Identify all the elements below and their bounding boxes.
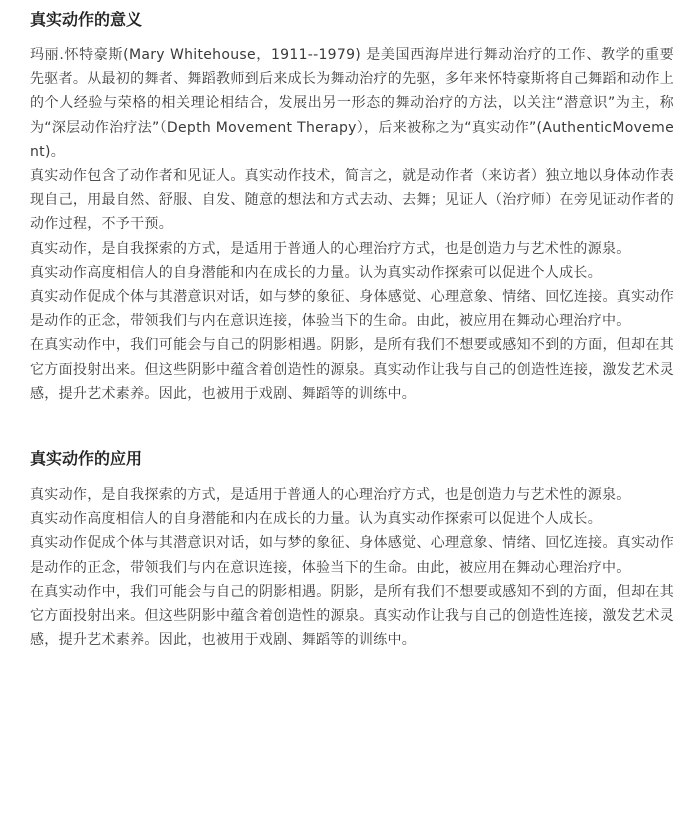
- paragraph: 真实动作促成个体与其潜意识对话，如与梦的象征、身体感觉、心理意象、情绪、回忆连接。真实动作是动作的正念，带领我们与内在意识连接，体验当下的生命。由此，被应用在舞动心理治疗中。: [30, 289, 674, 330]
- paragraph: 真实动作，是自我探索的方式，是适用于普通人的心理治疗方式，也是创造力与艺术性的源泉。: [30, 240, 631, 257]
- paragraph: 真实动作，是自我探索的方式，是适用于普通人的心理治疗方式，也是创造力与艺术性的源泉。: [30, 487, 631, 504]
- section-title: 真实动作的意义: [30, 10, 143, 29]
- paragraph: 真实动作促成个体与其潜意识对话，如与梦的象征、身体感觉、心理意象、情绪、回忆连接。真实动作是动作的正念，带领我们与内在意识连接，体验当下的生命。由此，被应用在舞动心理治疗中。: [30, 535, 674, 576]
- paragraph: 真实动作包含了动作者和见证人。真实动作技术，简言之，就是动作者（来访者）独立地以身体动作表现自己，用最自然、舒服、自发、随意的想法和方式去动、去舞；见证人（治疗师）在旁见证动作者的动作过程，不予干预。: [30, 168, 674, 233]
- paragraph: 在真实动作中，我们可能会与自己的阴影相遇。阴影，是所有我们不想要或感知不到的方面，但却在其它方面投射出来。但这些阴影中蕴含着创造性的源泉。真实动作让我与自己的创造性连接，激发艺术灵感，提升艺术素养。因此，也被用于戏剧、舞蹈等的训练中。: [30, 583, 674, 649]
- section-application: [30, 447, 674, 652]
- paragraph: 玛丽.怀特豪斯(Mary Whitehouse，1911--1979) 是美国西海岸进行舞动治疗的工作、教学的重要先驱者。从最初的舞者、舞蹈教师到后来成长为舞动治疗的先驱，多年来怀特豪斯将自己舞蹈和动作上的个人经验与荣格的相关理论相结合，发展出另一形态的舞动治疗的方法，以关注“潜意识”为主，称为“深层动作治疗法”（Depth Movement Therapy），后来被称之为“真实动作”(AuthenticMovement)。: [30, 47, 674, 160]
- paragraph: 在真实动作中，我们可能会与自己的阴影相遇。阴影，是所有我们不想要或感知不到的方面，但却在其它方面投射出来。但这些阴影中蕴含着创造性的源泉。真实动作让我与自己的创造性连接，激发艺术灵感，提升艺术素养。因此，也被用于戏剧、舞蹈等的训练中。: [30, 337, 674, 402]
- section-meaning: [30, 8, 674, 406]
- paragraph: 真实动作高度相信人的自身潜能和内在成长的力量。认为真实动作探索可以促进个人成长。: [30, 511, 602, 528]
- section-title: 真实动作的应用: [30, 449, 143, 469]
- paragraph: 真实动作高度相信人的自身潜能和内在成长的力量。认为真实动作探索可以促进个人成长。: [30, 264, 602, 281]
